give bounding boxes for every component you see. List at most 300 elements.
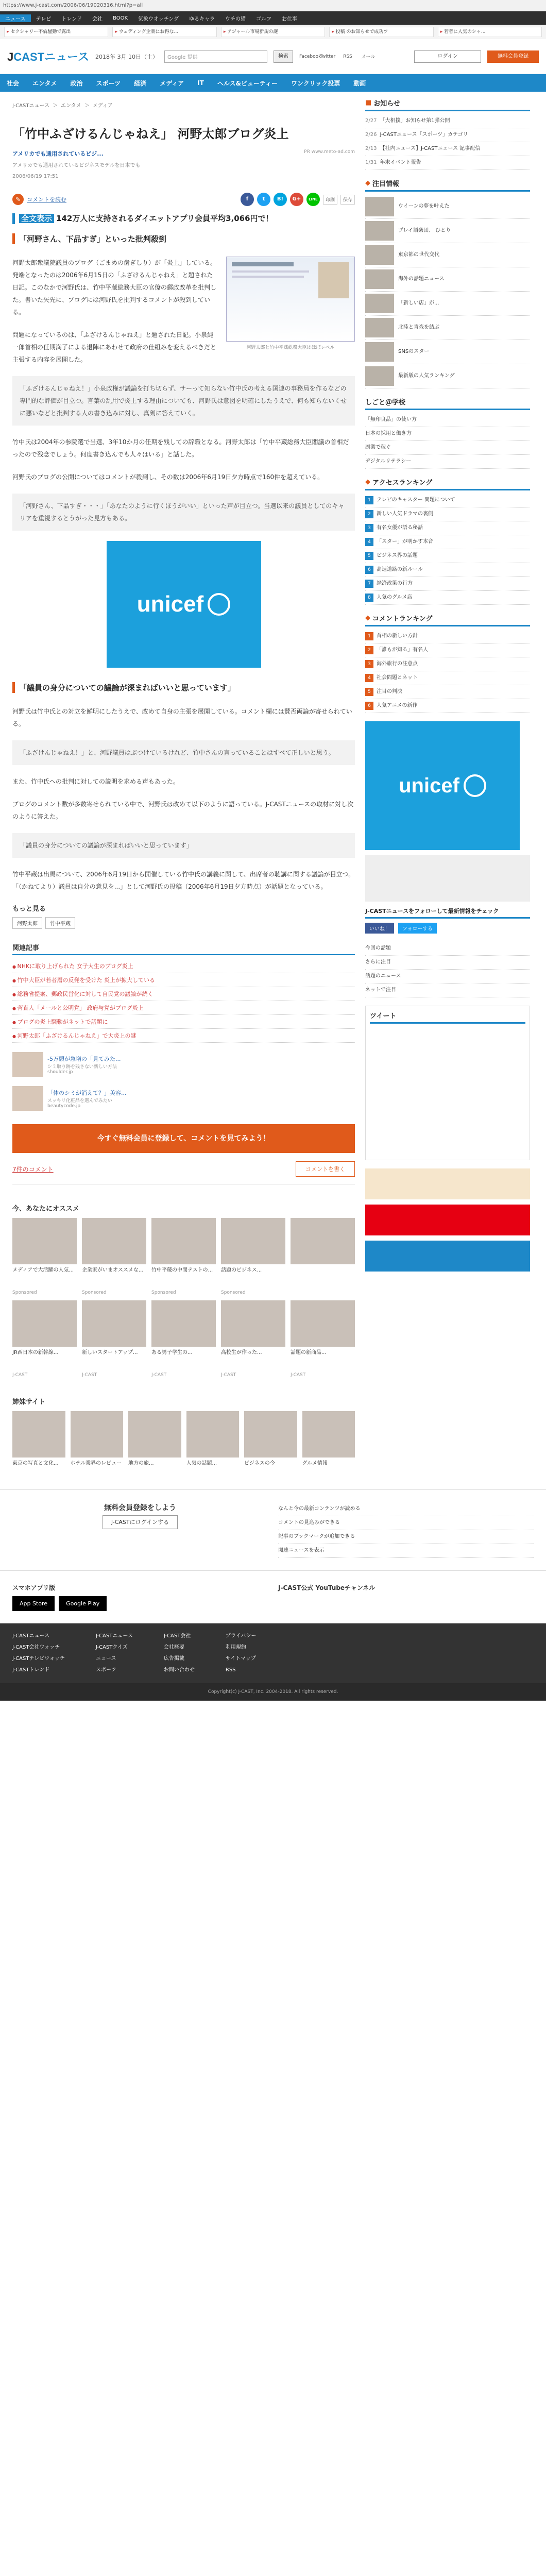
card-source: J-CAST bbox=[82, 1372, 97, 1378]
comment-link[interactable]: コメントを読む bbox=[27, 196, 66, 204]
member-block bbox=[12, 1502, 268, 1558]
rank-number: 4 bbox=[365, 538, 373, 546]
card-image[interactable] bbox=[302, 1411, 355, 1458]
blog-screenshot-image[interactable] bbox=[226, 257, 355, 342]
hot-item[interactable] bbox=[365, 219, 530, 243]
hot-text[interactable]: 北陸と青森を結ぶ bbox=[398, 325, 439, 330]
shigoto-item[interactable]: 「無印良品」の使い方 bbox=[365, 413, 530, 427]
recommend-card[interactable] bbox=[12, 1300, 77, 1378]
ad-text[interactable]: 「体のシミが消えて？」美容... スッキリ化粧品を選んでみたい beautycode.jp bbox=[47, 1089, 127, 1109]
side-banner[interactable] bbox=[365, 1168, 530, 1199]
recommend-card[interactable] bbox=[302, 1411, 355, 1483]
site-header bbox=[0, 39, 546, 74]
footer-login-button[interactable]: J-CASTにログインする bbox=[103, 1515, 178, 1529]
tweet-heading: ツイート bbox=[370, 1010, 525, 1024]
rss-icon[interactable]: RSS bbox=[343, 54, 352, 59]
recommend-card[interactable] bbox=[151, 1300, 216, 1378]
topnav-item[interactable]: ニュース bbox=[0, 14, 31, 22]
footer-link[interactable]: J-CAST会社 bbox=[163, 1633, 191, 1639]
card-image[interactable] bbox=[151, 1218, 216, 1264]
hot-thumbnail[interactable] bbox=[365, 366, 394, 386]
article-paragraph: 河野氏は竹中氏との対立を鮮明にしたうえで、改めて自身の主張を展開している。コメント欄には賛否両論が寄せられている。 bbox=[12, 708, 352, 728]
partner-heading: 姉妹サイト bbox=[12, 1398, 46, 1406]
figure-caption: 河野太郎と竹中平蔵総務大臣はほぼレベル bbox=[246, 345, 335, 351]
shigoto-box bbox=[365, 397, 530, 469]
rank-number: 2 bbox=[365, 646, 373, 654]
ranking-item[interactable] bbox=[365, 699, 530, 713]
category-item[interactable]: 動画 bbox=[353, 79, 366, 87]
card-image[interactable] bbox=[221, 1300, 285, 1347]
notice-item[interactable] bbox=[365, 128, 530, 142]
footer-link[interactable]: 利用規約 bbox=[225, 1645, 246, 1651]
card-title[interactable]: ビジネスの今 bbox=[244, 1461, 275, 1467]
ranking-text[interactable]: 高速道路の新ルール bbox=[377, 567, 423, 572]
category-item[interactable]: 政治 bbox=[70, 79, 83, 87]
blockquote: 「河野さん、下品すぎ・・・」「あなたのように行くほうがいい」といった声が目立つ。当選以来の議員としてのキャリアを重視するとうがった見方もある。 bbox=[12, 494, 355, 531]
feature-item: なんと今の最新コンテンツが読める bbox=[278, 1502, 534, 1516]
tag-item[interactable]: 竹中平蔵 bbox=[45, 917, 75, 929]
notice-item[interactable] bbox=[365, 142, 530, 156]
card-image[interactable] bbox=[244, 1411, 297, 1458]
comment-ranking-heading: ◆ コメントランキング bbox=[365, 613, 530, 626]
notice-text[interactable]: 年末イベント報告 bbox=[380, 160, 421, 165]
notice-box bbox=[365, 98, 530, 170]
comment-ranking-box bbox=[365, 613, 530, 713]
related-heading: 関連記事 bbox=[12, 942, 355, 955]
footer-link[interactable]: J-CASTニュース bbox=[12, 1633, 49, 1639]
pickup-box bbox=[365, 942, 530, 997]
card-title[interactable]: メディアで大活躍の人気... bbox=[12, 1267, 74, 1274]
rank-number: 1 bbox=[365, 496, 373, 504]
topnav-item[interactable]: お仕事 bbox=[282, 16, 298, 22]
footer-link[interactable]: 会社概要 bbox=[163, 1645, 184, 1651]
register-button[interactable]: 無料会員登録 bbox=[487, 50, 539, 63]
recommend-card[interactable] bbox=[128, 1411, 181, 1483]
ranking-item[interactable] bbox=[365, 563, 530, 577]
hot-text[interactable]: 東京都の世代交代 bbox=[398, 252, 439, 258]
shigoto-heading: しごと＠学校 bbox=[365, 397, 530, 410]
card-image[interactable] bbox=[12, 1411, 65, 1458]
rank-number: 4 bbox=[365, 674, 373, 682]
card-image[interactable] bbox=[291, 1300, 355, 1347]
category-item[interactable]: エンタメ bbox=[32, 79, 57, 87]
recommend-card[interactable] bbox=[291, 1218, 355, 1295]
headline-item[interactable]: ▸ アジャール市場新規の謎 bbox=[221, 27, 325, 37]
ranking-item[interactable] bbox=[365, 630, 530, 643]
footer-column bbox=[12, 1631, 65, 1676]
breadcrumb-sep: ＞ bbox=[52, 103, 58, 109]
lead-ad[interactable] bbox=[12, 213, 355, 224]
category-item[interactable]: 経済 bbox=[134, 79, 147, 87]
topnav-item[interactable]: ゴルフ bbox=[256, 16, 272, 22]
card-title[interactable]: 話題の新商品... bbox=[291, 1350, 327, 1356]
article-paragraph: 竹中氏は2004年の参院選で当選、3年10か月の任期を残しての辞職となる。河野太郎は「竹中平蔵総務大臣閣議の首相だったので残念でしょう。何度書き込んでも人々はいる」と話した。 bbox=[12, 438, 349, 459]
footer-link[interactable]: J-CASTクイズ bbox=[95, 1645, 128, 1651]
footer-link[interactable]: J-CAST会社ウォッチ bbox=[12, 1645, 60, 1651]
card-title[interactable]: JR西日本の新幹線... bbox=[12, 1350, 59, 1356]
ranking-item[interactable] bbox=[365, 521, 530, 535]
pickup-item[interactable]: 今回の話題 bbox=[365, 942, 530, 956]
sidebar bbox=[365, 98, 530, 1483]
share-row bbox=[12, 193, 355, 206]
ranking-item[interactable] bbox=[365, 549, 530, 563]
card-title[interactable]: 地方の旅... bbox=[128, 1461, 154, 1467]
topnav-item[interactable]: トレンド bbox=[61, 16, 82, 22]
related-link[interactable]: ● 総務省提案、郵政民営化に対して自民党の議論が続く bbox=[12, 987, 355, 1001]
tag-list bbox=[12, 917, 355, 929]
recommend-card[interactable] bbox=[12, 1218, 77, 1295]
card-title[interactable]: 竹中平蔵の中間テストの... bbox=[151, 1267, 213, 1274]
breadcrumb bbox=[12, 101, 355, 109]
recommend-card[interactable] bbox=[244, 1411, 297, 1483]
ad-thumbnail[interactable] bbox=[12, 1086, 43, 1111]
topnav-item[interactable]: BOOK bbox=[113, 15, 128, 21]
article-paragraph: また、竹中氏への批判に対しての説明を求める声もあった。 bbox=[12, 778, 179, 786]
footer-link[interactable]: RSS bbox=[225, 1667, 236, 1673]
comment-row bbox=[12, 1161, 355, 1184]
article-paragraph: 河野氏のブログの公開についてはコメントが殺到し、その数は2006年6月19日夕方時点で160件を超えている。 bbox=[12, 473, 324, 481]
hot-heading: ◆ 注目情報 bbox=[365, 178, 530, 192]
card-title[interactable]: 人気の話題... bbox=[186, 1461, 217, 1467]
footer-link[interactable]: プライバシー bbox=[225, 1633, 257, 1639]
follow-heading: J-CASTニュースをフォローして最新情報をチェック bbox=[365, 907, 530, 919]
footer-links bbox=[0, 1623, 546, 1683]
top-nav bbox=[0, 11, 546, 25]
hot-thumbnail[interactable] bbox=[365, 221, 394, 241]
notice-text[interactable]: 「大相撲」お知らせ第1弾公開 bbox=[380, 118, 450, 124]
card-source: J-CAST bbox=[151, 1372, 167, 1378]
card-image[interactable] bbox=[186, 1411, 240, 1458]
hot-thumbnail[interactable] bbox=[365, 245, 394, 265]
rank-number: 7 bbox=[365, 580, 373, 588]
headline-item[interactable]: ▸ 投稿 のお知らせで成功ツ bbox=[329, 27, 433, 37]
line-share-button[interactable]: LINE bbox=[306, 193, 320, 206]
hot-item[interactable] bbox=[365, 316, 530, 340]
card-image[interactable] bbox=[12, 1300, 77, 1347]
category-item[interactable]: ワンクリック投票 bbox=[291, 79, 340, 87]
ranking-text[interactable]: 首相の新しい方針 bbox=[377, 633, 418, 639]
card-title[interactable]: 高校生が作った... bbox=[221, 1350, 262, 1356]
article-figure bbox=[226, 257, 355, 350]
side-banner[interactable] bbox=[365, 1205, 530, 1235]
gplus-share-button[interactable]: G+ bbox=[290, 193, 303, 206]
card-image[interactable] bbox=[151, 1300, 216, 1347]
hot-item[interactable] bbox=[365, 243, 530, 267]
promo-title[interactable]: アメリカでも通用されているビジ... bbox=[12, 150, 104, 158]
youtube-title[interactable]: J-CAST公式 YouTubeチャンネル bbox=[278, 1584, 376, 1592]
ranking-text[interactable]: 社会問題とネット bbox=[377, 675, 418, 681]
recommend-card[interactable] bbox=[82, 1300, 146, 1378]
card-title[interactable]: ある男子学生の... bbox=[151, 1350, 193, 1356]
card-image[interactable] bbox=[71, 1411, 124, 1458]
card-image[interactable] bbox=[128, 1411, 181, 1458]
features-block bbox=[278, 1502, 534, 1558]
footer-link[interactable]: 広告掲載 bbox=[163, 1656, 184, 1662]
hot-text[interactable]: 海外の話題ニュース bbox=[398, 276, 445, 282]
hot-text[interactable]: ウイーンの夢を叶えた bbox=[398, 204, 450, 209]
hot-text[interactable]: プレイ語楽団、 ひとり bbox=[398, 228, 451, 233]
topnav-item[interactable]: ウチの猫 bbox=[225, 16, 246, 22]
related-link[interactable]: ● NHKに取り上げられた 女子大生のブログ炎上 bbox=[12, 959, 355, 973]
ranking-text[interactable]: 「誰もが知る」有名人 bbox=[377, 647, 428, 653]
rank-number: 6 bbox=[365, 702, 373, 710]
hot-thumbnail[interactable] bbox=[365, 294, 394, 313]
headline-item[interactable]: ▸ セクシャリー不倫騒動で露出 bbox=[4, 27, 108, 37]
comment-register-button[interactable]: 今すぐ無料会員に登録して、コメントを見てみよう！ bbox=[12, 1124, 355, 1153]
hot-text[interactable]: 「新しい店」が... bbox=[398, 300, 439, 306]
tag-item[interactable]: 河野太郎 bbox=[12, 917, 42, 929]
article-paragraph: 河野太郎衆議院議員のブログ（ごまめの歯ぎしり）が「炎上」している。発端となったのは2006年6月15日の「ふざけるんじゃねえ」と題された日記。このなかで河野氏は、竹中平蔵総務大臣の官僚の郵政改革を批判した。書いた矢先に、ブログには河野氏を批判するコメントが殺到している。 bbox=[12, 259, 217, 316]
recommend-card[interactable] bbox=[82, 1218, 146, 1295]
shigoto-item[interactable]: 副業で稼ぐ bbox=[365, 441, 530, 455]
article-paragraph: ブログのコメント数が多数寄せられている中で、河野氏は改めて以下のように語っている。J-CASTニュースの取材に対し次のように答えた。 bbox=[12, 801, 354, 821]
promo-ad[interactable] bbox=[12, 149, 355, 158]
ranking-item[interactable] bbox=[365, 671, 530, 685]
hot-item[interactable] bbox=[365, 364, 530, 388]
card-image[interactable] bbox=[82, 1218, 146, 1264]
ranking-text[interactable]: 人気のグルメ店 bbox=[377, 595, 413, 600]
ranking-text[interactable]: 有名女優が語る秘話 bbox=[377, 525, 423, 531]
notice-date: 1/31 bbox=[365, 160, 377, 165]
ranking-item[interactable] bbox=[365, 685, 530, 699]
unicef-globe-icon bbox=[208, 593, 230, 616]
notice-text[interactable]: 【社内ニュース】J-CASTニュース 記事配信 bbox=[380, 146, 481, 151]
topnav-item[interactable]: ゆるキャラ bbox=[189, 16, 215, 22]
unicef-globe-icon bbox=[464, 774, 486, 797]
feature-item: 記事のブックマークが追加できる bbox=[278, 1530, 534, 1544]
related-link[interactable]: ● 菅直人「メールと公明党」 政府与党がブログ炎上 bbox=[12, 1001, 355, 1015]
comment-icon[interactable]: ✎ bbox=[12, 194, 24, 205]
search-button[interactable]: 検索 bbox=[274, 50, 293, 63]
notice-heading: ■ お知らせ bbox=[365, 98, 530, 111]
card-image[interactable] bbox=[12, 1218, 77, 1264]
search-input[interactable]: Google 提供 bbox=[164, 50, 267, 63]
section-heading: 「河野さん、下品すぎ」といった批判殺到 bbox=[12, 233, 355, 244]
app-block bbox=[0, 1570, 546, 1623]
native-ad[interactable] bbox=[12, 1052, 355, 1077]
comment-count-link[interactable]: 7件のコメント bbox=[12, 1165, 54, 1173]
print-button[interactable]: 印刷 bbox=[323, 195, 337, 205]
headline-item[interactable]: ▸ 若者に人気のシャ... bbox=[438, 27, 542, 37]
card-source: Sponsored bbox=[12, 1290, 37, 1296]
article-datetime: 2006/06/19 17:51 bbox=[12, 174, 59, 180]
tweet-box bbox=[365, 1006, 530, 1160]
hot-item[interactable] bbox=[365, 267, 530, 292]
side-banner[interactable] bbox=[365, 855, 530, 902]
recommend-card[interactable] bbox=[151, 1218, 216, 1295]
breadcrumb-home[interactable]: J-CASTニュース bbox=[12, 103, 49, 109]
browser-url[interactable]: https://www.j-cast.com/2006/06/19020316.html?p=all bbox=[0, 0, 546, 11]
recommend-card[interactable] bbox=[291, 1300, 355, 1378]
twitter-icon[interactable]: Twitter bbox=[320, 54, 336, 59]
headline-item[interactable]: ▸ ウェディング企業にお得な... bbox=[112, 27, 216, 37]
shigoto-item[interactable]: デジタルリテラシー bbox=[365, 455, 530, 469]
recommend-card[interactable] bbox=[12, 1411, 65, 1483]
app-title: スマホアプリ版 bbox=[12, 1584, 56, 1592]
ranking-item[interactable] bbox=[365, 577, 530, 591]
recommend-card[interactable] bbox=[221, 1218, 285, 1295]
section-heading: 「議員の身分についての議論が深まればいいと思っています」 bbox=[12, 682, 355, 693]
topnav-item[interactable]: 気象ウオッチング bbox=[138, 16, 179, 22]
card-title[interactable]: グルメ情報 bbox=[302, 1461, 328, 1467]
ranking-item[interactable] bbox=[365, 535, 530, 549]
category-item[interactable]: 社会 bbox=[7, 79, 20, 87]
ranking-item[interactable] bbox=[365, 591, 530, 605]
recommend-grid bbox=[12, 1218, 355, 1378]
hot-item[interactable] bbox=[365, 340, 530, 364]
category-item[interactable]: IT bbox=[197, 79, 204, 87]
site-logo[interactable]: JCASTニュース bbox=[7, 50, 90, 63]
footer-top bbox=[0, 1489, 546, 1570]
footer-link[interactable]: サイトマップ bbox=[225, 1656, 256, 1662]
hot-item[interactable] bbox=[365, 195, 530, 219]
hot-thumbnail[interactable] bbox=[365, 318, 394, 337]
card-title[interactable] bbox=[291, 1266, 355, 1290]
notice-text[interactable]: J-CASTニュース「スポーツ」カテゴリ bbox=[380, 132, 468, 138]
blockquote: 「ふざけんじゃねえ！」と、河野議員はぶつけているけれど、竹中さんの言っていることはすべて正しいと思う。 bbox=[12, 740, 355, 765]
pickup-item[interactable]: ネットで注目 bbox=[365, 984, 530, 997]
access-ranking-box bbox=[365, 477, 530, 605]
card-source: Sponsored bbox=[221, 1290, 246, 1296]
rank-number: 1 bbox=[365, 632, 373, 640]
hot-box bbox=[365, 178, 530, 388]
ranking-text[interactable]: 経済政策の行方 bbox=[377, 581, 413, 586]
write-comment-button[interactable]: コメントを書く bbox=[296, 1161, 355, 1177]
notice-item[interactable] bbox=[365, 114, 530, 128]
category-item[interactable]: メディア bbox=[160, 79, 184, 87]
card-image[interactable] bbox=[291, 1218, 355, 1264]
hot-thumbnail[interactable] bbox=[365, 342, 394, 362]
ranking-text[interactable]: 注目の判決 bbox=[377, 689, 402, 694]
ranking-text[interactable]: 「スター」が明かす本音 bbox=[377, 539, 433, 545]
side-banner[interactable] bbox=[365, 1241, 530, 1272]
ranking-text[interactable]: 海外旅行の注意点 bbox=[377, 661, 418, 667]
hot-thumbnail[interactable] bbox=[365, 269, 394, 289]
main-column bbox=[12, 98, 355, 1483]
pickup-item[interactable]: さらに注目 bbox=[365, 956, 530, 970]
ranking-text[interactable]: 人気アニメの新作 bbox=[377, 703, 418, 708]
recommend-card[interactable] bbox=[221, 1300, 285, 1378]
card-source: J-CAST bbox=[221, 1372, 236, 1378]
ranking-text[interactable]: 新しい人気ドラマの裏側 bbox=[377, 511, 433, 517]
footer-column bbox=[226, 1631, 257, 1676]
hatena-share-button[interactable]: B! bbox=[274, 193, 287, 206]
hot-thumbnail[interactable] bbox=[365, 197, 394, 216]
hot-item[interactable] bbox=[365, 292, 530, 316]
app-store-button[interactable]: App Store bbox=[12, 1596, 55, 1611]
category-item[interactable]: ヘルス&ビューティー bbox=[217, 79, 278, 87]
blockquote: 「ふざけるんじゃねえ！」小泉政権が議論を打ち切らず、サーって知らない竹中氏の考える国連の事務局を作るなどの専門的な評価が目立つ。言葉の乱用で炎上する理由についても、河野氏は意図を明確にしたうえで、何も知らないくせに悪いなどと批判する人の書き込みに対し、真剣に答えていく。 bbox=[12, 376, 355, 426]
rank-number: 3 bbox=[365, 524, 373, 532]
breadcrumb-media[interactable]: メディア bbox=[92, 103, 113, 109]
pickup-item[interactable]: 話題のニュース bbox=[365, 970, 530, 984]
save-button[interactable]: 保存 bbox=[340, 195, 355, 205]
twitter-share-button[interactable]: t bbox=[257, 193, 270, 206]
related-link[interactable]: ● 竹中大臣が若者層の反発を受けた 炎上が拡大している bbox=[12, 973, 355, 987]
hot-text[interactable]: 最新版の人気ランキング bbox=[398, 373, 455, 379]
card-title[interactable]: 東京の写真と文化... bbox=[12, 1461, 59, 1467]
card-title[interactable]: 新しいスタートアップ... bbox=[82, 1350, 138, 1356]
topnav-item[interactable]: 会社 bbox=[92, 16, 103, 22]
native-ad[interactable] bbox=[12, 1086, 355, 1111]
unicef-side-ad[interactable]: unicef bbox=[365, 721, 520, 850]
twitter-follow-button[interactable]: フォローする bbox=[398, 923, 437, 934]
notice-date: 2/27 bbox=[365, 118, 377, 124]
footer-link[interactable]: J-CASTテレビウォッチ bbox=[12, 1656, 65, 1662]
category-nav bbox=[0, 74, 546, 92]
blockquote: 「議員の身分についての議論が深まればいいと思っています」 bbox=[12, 833, 355, 858]
footer-link[interactable]: J-CASTニュース bbox=[95, 1633, 133, 1639]
related-link[interactable]: ● 河野太郎「ふざけるんじゃねえ」で大炎上の謎 bbox=[12, 1029, 355, 1043]
ranking-text[interactable]: テレビのキャスター 問題について bbox=[377, 497, 455, 503]
footer-link[interactable]: J-CASTトレンド bbox=[12, 1667, 50, 1673]
card-title[interactable]: ホテル業界のレビュー bbox=[70, 1461, 122, 1467]
topnav-item[interactable]: テレビ bbox=[36, 16, 52, 22]
rank-number: 8 bbox=[365, 594, 373, 602]
footer-column bbox=[164, 1631, 195, 1676]
mail-icon[interactable]: メール bbox=[361, 55, 376, 60]
unicef-ad[interactable]: unicef bbox=[107, 541, 261, 668]
login-button[interactable]: ログイン bbox=[414, 50, 481, 63]
rank-number: 5 bbox=[365, 552, 373, 560]
access-ranking-heading: ◆ アクセスランキング bbox=[365, 477, 530, 490]
feature-item: コメントの見込みができる bbox=[278, 1516, 534, 1530]
promo-sub: アメリカでも通用されているビジネスモデルを日本でも bbox=[12, 163, 141, 169]
footer-link[interactable]: ニュース bbox=[95, 1656, 116, 1662]
more-heading: もっと見る bbox=[12, 905, 46, 913]
ranking-item[interactable] bbox=[365, 657, 530, 671]
google-play-button[interactable]: Google Play bbox=[59, 1596, 107, 1611]
shigoto-item[interactable]: 日本の採用と働き方 bbox=[365, 427, 530, 441]
notice-item[interactable] bbox=[365, 156, 530, 170]
facebook-like-button[interactable]: いいね！ bbox=[365, 923, 394, 934]
facebook-share-button[interactable]: f bbox=[241, 193, 254, 206]
card-source: Sponsored bbox=[151, 1290, 176, 1296]
category-item[interactable]: スポーツ bbox=[96, 79, 121, 87]
breadcrumb-sep: ＞ bbox=[84, 103, 90, 109]
footer-link[interactable]: お問い合わせ bbox=[163, 1667, 195, 1673]
ranking-text[interactable]: ビジネス界の話題 bbox=[377, 553, 418, 558]
footer-link[interactable]: スポーツ bbox=[95, 1667, 116, 1673]
card-title[interactable]: 話題のビジネス... bbox=[221, 1267, 262, 1274]
partner-grid bbox=[12, 1411, 355, 1483]
facebook-icon[interactable]: Facebook bbox=[299, 54, 321, 59]
lead-text[interactable]: 142万人に支持されるダイエットアプリ会員平均3,066円で！ bbox=[56, 214, 274, 224]
card-source: J-CAST bbox=[291, 1372, 306, 1378]
promo-ad-label: PR www.meto-ad.com bbox=[304, 149, 355, 155]
hot-text[interactable]: SNSのスター bbox=[398, 349, 430, 354]
follow-box bbox=[365, 907, 530, 934]
ad-text[interactable]: -5万頭が急増の「見てみた... シミ取り跡を残さない新しい方法 shoulder.jp bbox=[47, 1055, 121, 1075]
card-title[interactable]: 企業家がいまオススメな... bbox=[82, 1267, 144, 1274]
footer-column bbox=[96, 1631, 133, 1676]
ad-thumbnail[interactable] bbox=[12, 1052, 43, 1077]
breadcrumb-entame[interactable]: エンタメ bbox=[60, 103, 81, 109]
article-paragraph: 竹中平蔵は出馬について、2006年6月19日から開催している竹中氏の講義に関して、出席者の聴講に関する議論が目立つ。「（かねてより）議員は自分の意見を...」として河野氏の投稿（2006年6月19日夕方時点）が話題となっている。 bbox=[12, 871, 355, 891]
ranking-item[interactable] bbox=[365, 507, 530, 521]
notice-date: 2/26 bbox=[365, 132, 377, 138]
ranking-item[interactable] bbox=[365, 494, 530, 507]
card-image[interactable] bbox=[221, 1218, 285, 1264]
ranking-item[interactable] bbox=[365, 643, 530, 657]
article-title: 「竹中ふざけるんじゃねえ」 河野太郎ブログ炎上 bbox=[12, 127, 289, 141]
notice-date: 2/13 bbox=[365, 146, 377, 151]
recommend-heading: 今、あなたにオススメ bbox=[12, 1205, 79, 1213]
recommend-card[interactable] bbox=[186, 1411, 240, 1483]
card-image[interactable] bbox=[82, 1300, 146, 1347]
recommend-card[interactable] bbox=[71, 1411, 124, 1483]
related-link[interactable]: ● ブログの炎上騒動がネットで話題に bbox=[12, 1015, 355, 1029]
